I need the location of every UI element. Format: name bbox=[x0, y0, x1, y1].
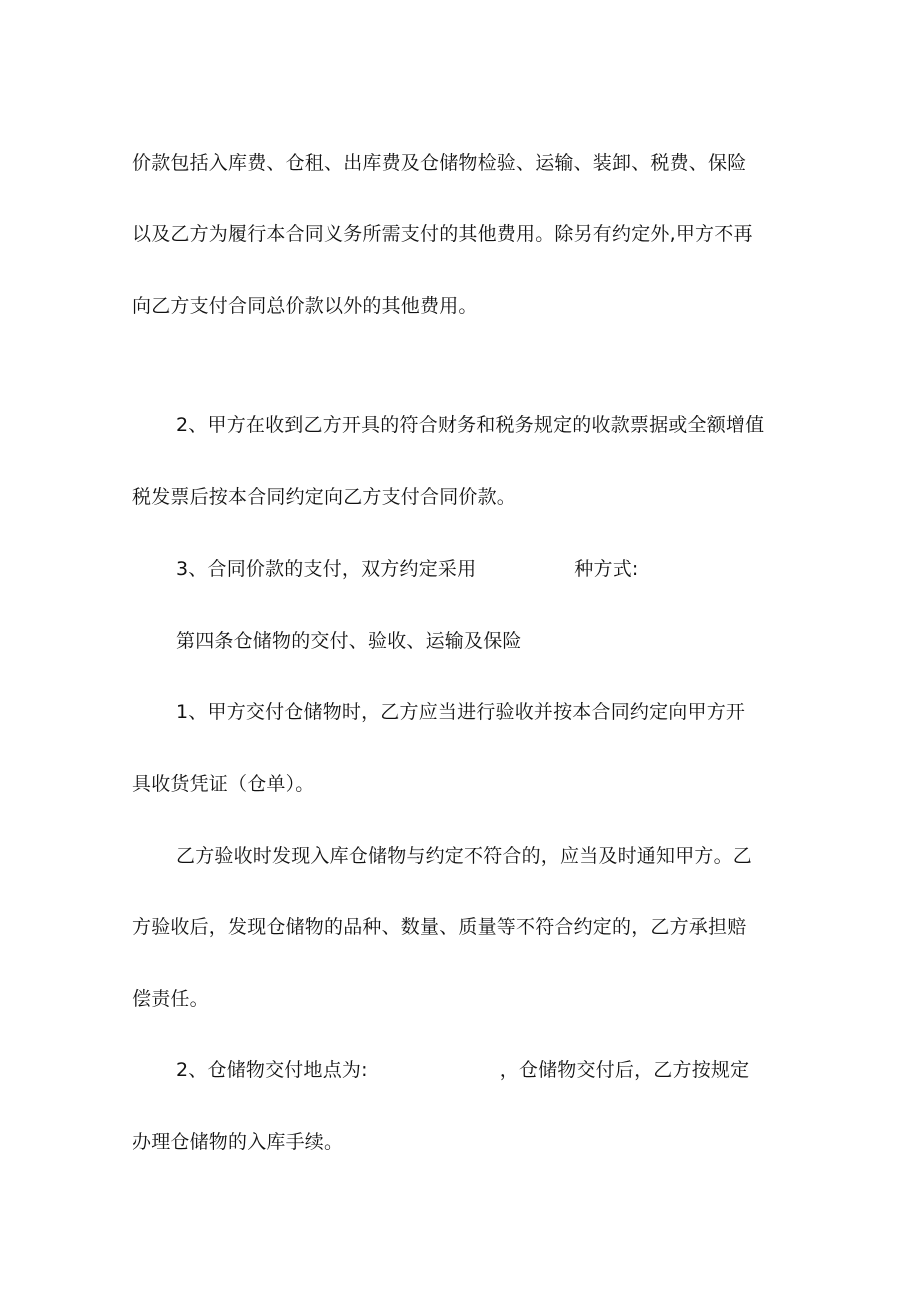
text-line: 向乙方支付合同总价款以外的其他费用。 bbox=[132, 295, 478, 317]
text-segment: ，仓储物交付后，乙方按规定 bbox=[499, 1059, 750, 1081]
text-line: 税发票后按本合同约定向乙方支付合同价款。 bbox=[132, 486, 517, 508]
text-line: 办理仓储物的入库手续。 bbox=[132, 1131, 344, 1153]
text-line: 乙方验收时发现入库仓储物与约定不符合的，应当及时通知甲方。乙 bbox=[176, 845, 753, 867]
text-line: 以及乙方为履行本合同义务所需支付的其他费用。除另有约定外,甲方不再 bbox=[132, 223, 753, 245]
text-segment: 2、仓储物交付地点为: bbox=[176, 1059, 368, 1081]
text-line: 价款包括入库费、仓租、出库费及仓储物检验、运输、装卸、税费、保险 bbox=[132, 152, 747, 174]
text-segment: 种方式: bbox=[574, 558, 639, 580]
payment-method-line bbox=[176, 557, 639, 581]
text-line: 2、甲方在收到乙方开具的符合财务和税务规定的收款票据或全额增值 bbox=[176, 414, 765, 436]
section-heading: 第四条仓储物的交付、验收、运输及保险 bbox=[176, 630, 522, 652]
text-line: 具收货凭证（仓单）。 bbox=[132, 773, 315, 795]
text-segment: 3、合同价款的支付，双方约定采用 bbox=[176, 558, 477, 580]
text-line: 方验收后，发现仓储物的品种、数量、质量等不符合约定的，乙方承担赔 bbox=[132, 916, 747, 938]
delivery-location-line bbox=[176, 1058, 749, 1082]
text-line: 偿责任。 bbox=[132, 988, 209, 1010]
text-line: 1、甲方交付仓储物时，乙方应当进行验收并按本合同约定向甲方开 bbox=[176, 701, 746, 723]
